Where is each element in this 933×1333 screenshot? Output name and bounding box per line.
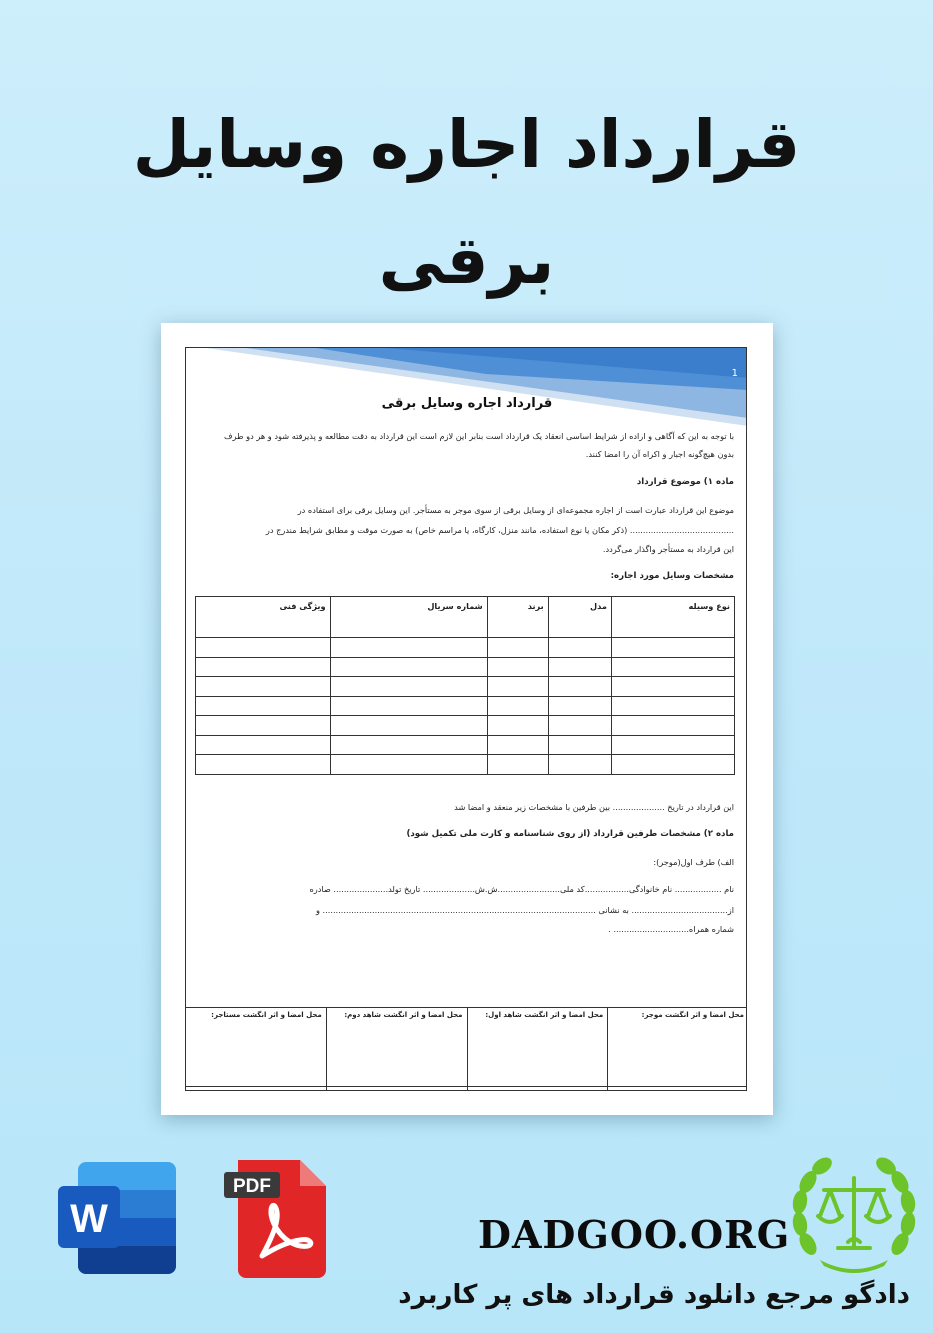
article1-line-3: این قرارداد به مستأجر واگذار می‌گردد. <box>602 544 734 554</box>
table-row <box>196 735 735 755</box>
article1-line-2: ........................................ (ذکر مکان یا نوع استفاده، مانند منزل، کارگاه، یا مراسم خاص) به صورت موقت و مطابق شرایط مندرج در <box>265 525 734 535</box>
pdf-icon <box>224 1160 328 1278</box>
signature-bottom-rule <box>186 1086 747 1087</box>
table-row <box>196 657 735 677</box>
table-header-cell: برند <box>487 597 548 638</box>
signature-cell-lessee: محل امضا و اثر انگشت مستاجر: <box>211 1011 322 1019</box>
table-header-cell: نوع وسیله <box>611 597 734 638</box>
scales-of-justice-icon <box>790 1156 918 1274</box>
article1-heading: ماده ۱) موضوع قرارداد <box>636 477 734 487</box>
document-preview <box>161 323 773 1115</box>
party-a-label: الف) طرف اول(موجر): <box>653 857 734 867</box>
pdf-icon-label: PDF <box>233 1176 271 1197</box>
signature-cell-witness-2: محل امضا و اثر انگشت شاهد دوم: <box>326 1008 467 1090</box>
table-row <box>196 696 735 716</box>
table-header-cell: شماره سریال <box>330 597 487 638</box>
brand-name: DADGOO.ORG <box>478 1212 791 1257</box>
tagline: دادگو مرجع دانلود قرارداد های پر کاربرد <box>398 1280 910 1310</box>
table-header-cell: مدل <box>548 597 611 638</box>
word-icon-letter: W <box>70 1197 108 1241</box>
party-line-1: نام .................. نام خانوادگی.................کد ملی........................ش.ش.................... تاریخ تولد..................... صادره <box>309 884 734 894</box>
header-swoosh-graphic <box>186 348 747 428</box>
date-line: این قرارداد در تاریخ .................... بین طرفین با مشخصات زیر منعقد و امضا شد <box>454 802 734 812</box>
document-frame <box>185 347 747 1091</box>
table-row <box>196 638 735 658</box>
signature-cell-lessor: محل امضا و اثر انگشت موجر: <box>607 1008 747 1090</box>
page-number: 1 <box>731 368 738 379</box>
main-title-line1: قرارداد اجاره وسایل <box>132 106 801 183</box>
intro-line-1: با توجه به این که آگاهی و اراده از شرایط اساسی انعقاد یک قرارداد است بنابر این لازم است این قرارداد به دقت مطالعه و پذیرفته شود و هر دو طرف <box>224 431 734 441</box>
equipment-table <box>195 596 735 775</box>
word-icon <box>58 1162 178 1274</box>
table-header-row <box>196 597 735 638</box>
party-line-2: از..................................... به نشانی ......................................................................................................... و <box>315 905 734 915</box>
article2-heading: ماده ۲) مشخصات طرفین قرارداد (از روی شناسنامه و کارت ملی تکمیل شود) <box>406 829 734 839</box>
specs-heading: مشخصات وسایل مورد اجاره: <box>610 571 734 581</box>
table-header-cell: ویژگی فنی <box>196 597 331 638</box>
signature-cell-witness-1: محل امضا و اثر انگشت شاهد اول: <box>467 1008 608 1090</box>
signature-table <box>186 1007 747 1090</box>
intro-line-2: بدون هیچ‌گونه اجبار و اکراه آن را امضا کنند. <box>585 449 734 459</box>
article1-line-1: موضوع این قرارداد عبارت است از اجاره مجموعه‌ای از وسایل برقی از سوی موجر به مستأجر. این وسایل برقی برای استفاده در <box>297 505 734 515</box>
main-title-line2: برقی <box>378 222 555 299</box>
table-row <box>196 716 735 736</box>
document-title: قرارداد اجاره وسایل برقی <box>381 396 553 411</box>
table-row <box>196 755 735 775</box>
table-row <box>196 677 735 697</box>
party-line-3: شماره همراه............................. . <box>608 924 734 934</box>
